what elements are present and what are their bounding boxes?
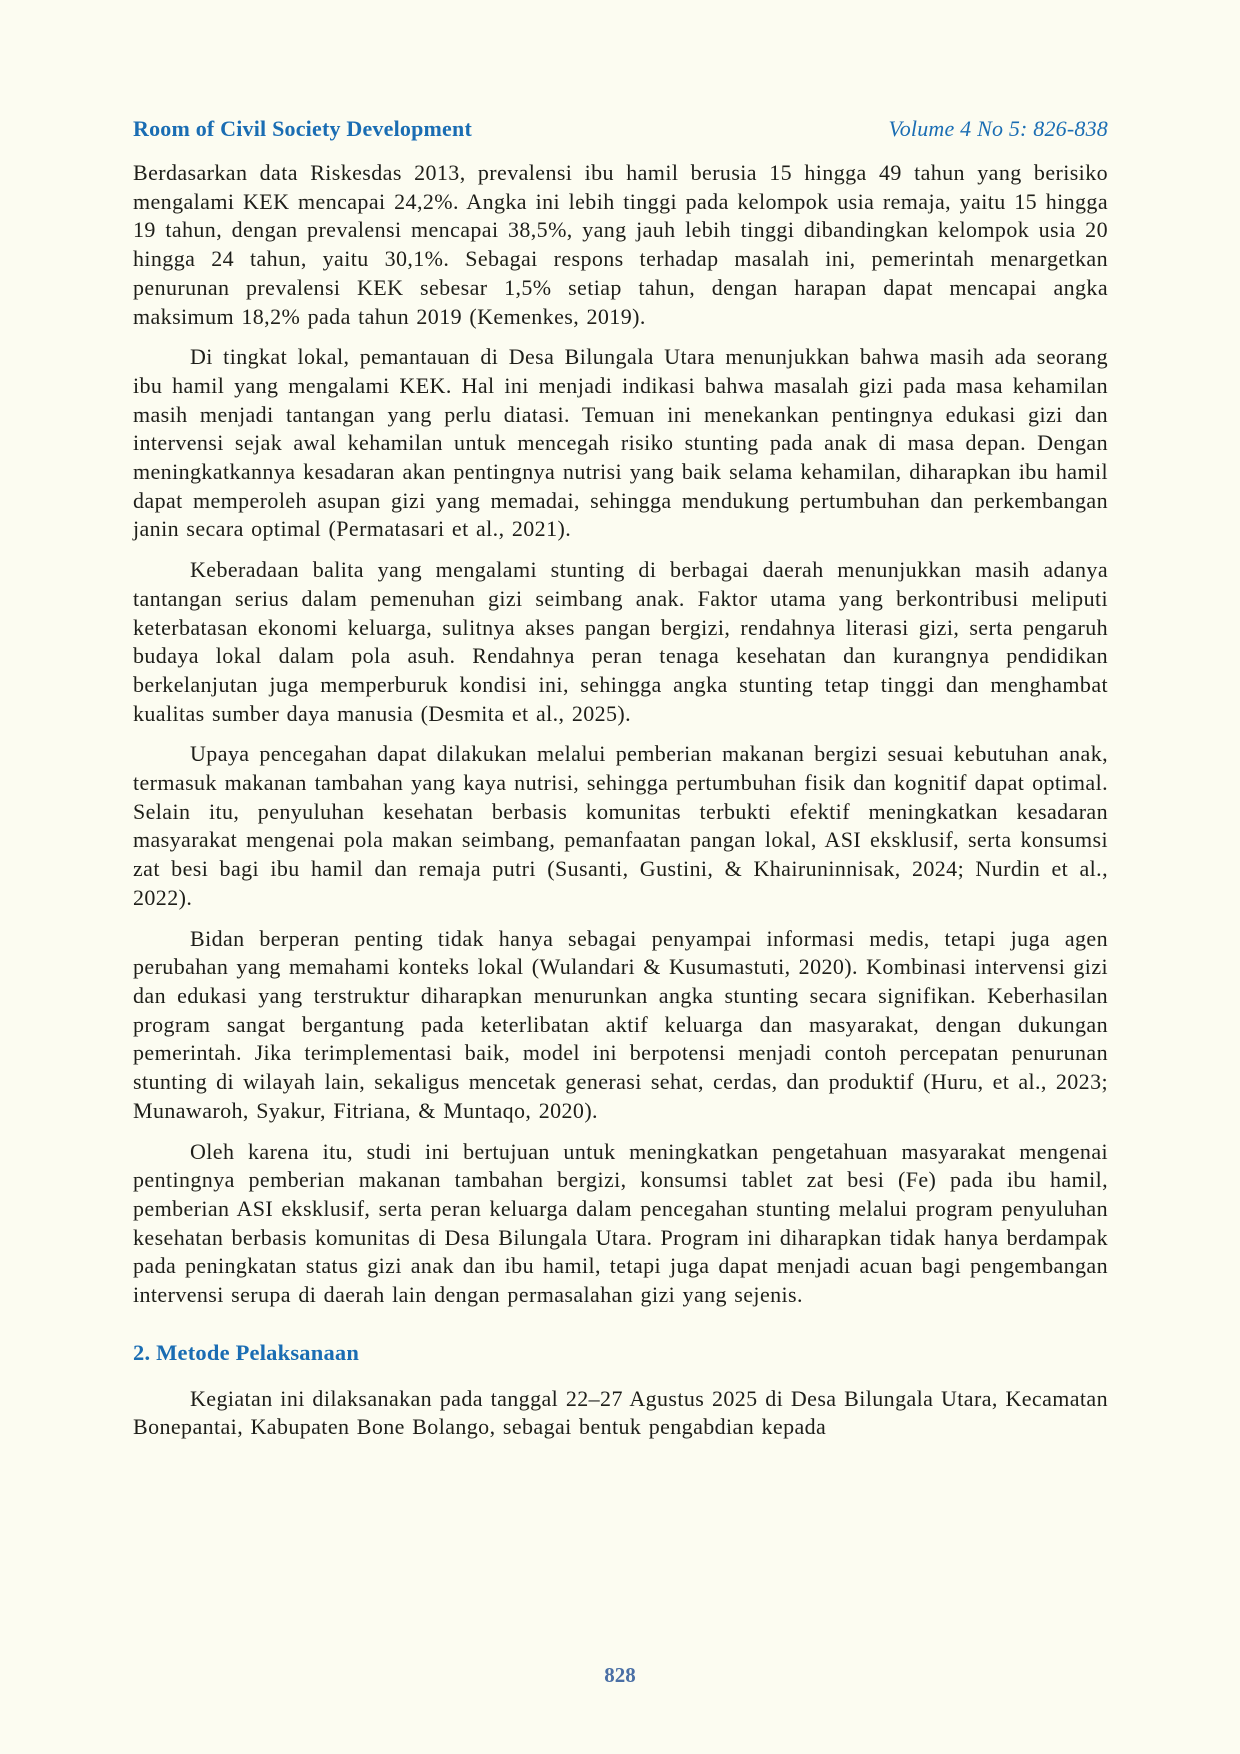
page-footer [0,1663,1240,1688]
paragraph-tingkat-lokal: Di tingkat lokal, pemantauan di Desa Bilungala Utara menunjukkan bahwa masih ada seorang ibu hamil yang mengalami KEK. Hal ini menjadi indikasi bahwa masalah gizi pada masa kehamilan masih menjadi tantangan yang perlu diatasi. Temuan ini menekankan pentingnya edukasi gizi dan intervensi sejak awal kehamilan untuk mencegah risiko stunting pada anak di masa depan. Dengan meningkatkannya kesadaran akan pentingnya nutrisi yang baik selama kehamilan, diharapkan ibu hamil dapat memperoleh asupan gizi yang memadai, sehingga mendukung pertumbuhan dan perkembangan janin secara optimal (Permatasari et al., 2021). [133,344,1108,542]
paragraph-upaya-pencegahan: Upaya pencegahan dapat dilakukan melalui pemberian makanan bergizi sesuai kebutuhan anak, termasuk makanan tambahan yang kaya nutrisi, sehingga pertumbuhan fisik dan kognitif dapat optimal. Selain itu, penyuluhan kesehatan berbasis komunitas terbukti efektif meningkatkan kesadaran masyarakat mengenai pola makan seimbang, pemanfaatan pangan lokal, ASI eksklusif, serta konsumsi zat besi bagi ibu hamil dan remaja putri (Susanti, Gustini, & Khairuninnisak, 2024; Nurdin et al., 2022). [133,741,1108,910]
paragraph-riskesdas: Berdasarkan data Riskesdas 2013, prevalensi ibu hamil berusia 15 hingga 49 tahun yang berisiko mengalami KEK mencapai 24,2%. Angka ini lebih tinggi pada kelompok usia remaja, yaitu 15 hingga 19 tahun, dengan prevalensi mencapai 38,5%, yang jauh lebih tinggi dibandingkan kelompok usia 20 hingga 24 tahun, yaitu 30,1%. Sebagai respons terhadap masalah ini, pemerintah menargetkan penurunan prevalensi KEK sebesar 1,5% setiap tahun, dengan harapan dapat mencapai angka maksimum 18,2% pada tahun 2019 (Kemenkes, 2019). [133,160,1108,329]
section-heading-metode: 2. Metode Pelaksanaan [133,1339,360,1365]
volume-info: Volume 4 No 5: 826-838 [888,116,1108,141]
journal-title: Room of Civil Society Development [133,116,472,141]
paragraph-kegiatan: Kegiatan ini dilaksanakan pada tanggal 22–27 Agustus 2025 di Desa Bilungala Utara, Kecamatan Bonepantai, Kabupaten Bone Bolango, sebagai bentuk pengabdian kepada [133,1385,1108,1440]
page-number: 828 [604,1663,636,1687]
paragraph-bidan-berperan: Bidan berperan penting tidak hanya sebagai penyampai informasi medis, tetapi juga agen perubahan yang memahami konteks lokal (Wulandari & Kusumastuti, 2020). Kombinasi intervensi gizi dan edukasi yang terstruktur diharapkan menurunkan angka stunting secara signifikan. Keberhasilan program sangat bergantung pada keterlibatan aktif keluarga dan masyarakat, dengan dukungan pemerintah. Jika terimplementasi baik, model ini berpotensi menjadi contoh percepatan penurunan stunting di wilayah lain, sekaligus mencetak generasi sehat, cerdas, dan produktif (Huru, et al., 2023; Munawaroh, Syakur, Fitriana, & Muntaqo, 2020). [133,925,1108,1123]
page-header [133,116,1108,142]
paragraph-tujuan-studi: Oleh karena itu, studi ini bertujuan untuk meningkatkan pengetahuan masyarakat mengenai pentingnya pemberian makanan tambahan bergizi, konsumsi tablet zat besi (Fe) pada ibu hamil, pemberian ASI eksklusif, serta peran keluarga dalam pencegahan stunting melalui program penyuluhan kesehatan berbasis komunitas di Desa Bilungala Utara. Program ini diharapkan tidak hanya berdampak pada peningkatan status gizi anak dan ibu hamil, tetapi juga dapat menjadi acuan bagi pengembangan intervensi serupa di daerah lain dengan permasalahan gizi yang sejenis. [133,1138,1108,1308]
article-body [133,159,1108,1442]
paragraph-keberadaan-balita: Keberadaan balita yang mengalami stunting di berbagai daerah menunjukkan masih adanya tantangan serius dalam pemenuhan gizi seimbang anak. Faktor utama yang berkontribusi meliputi keterbatasan ekonomi keluarga, sulitnya akses pangan bergizi, rendahnya literasi gizi, serta pengaruh budaya lokal dalam pola asuh. Rendahnya peran tenaga kesehatan dan kurangnya pendidikan berkelanjutan juga memperburuk kondisi ini, sehingga angka stunting tetap tinggi dan menghambat kualitas sumber daya manusia (Desmita et al., 2025). [133,557,1108,726]
